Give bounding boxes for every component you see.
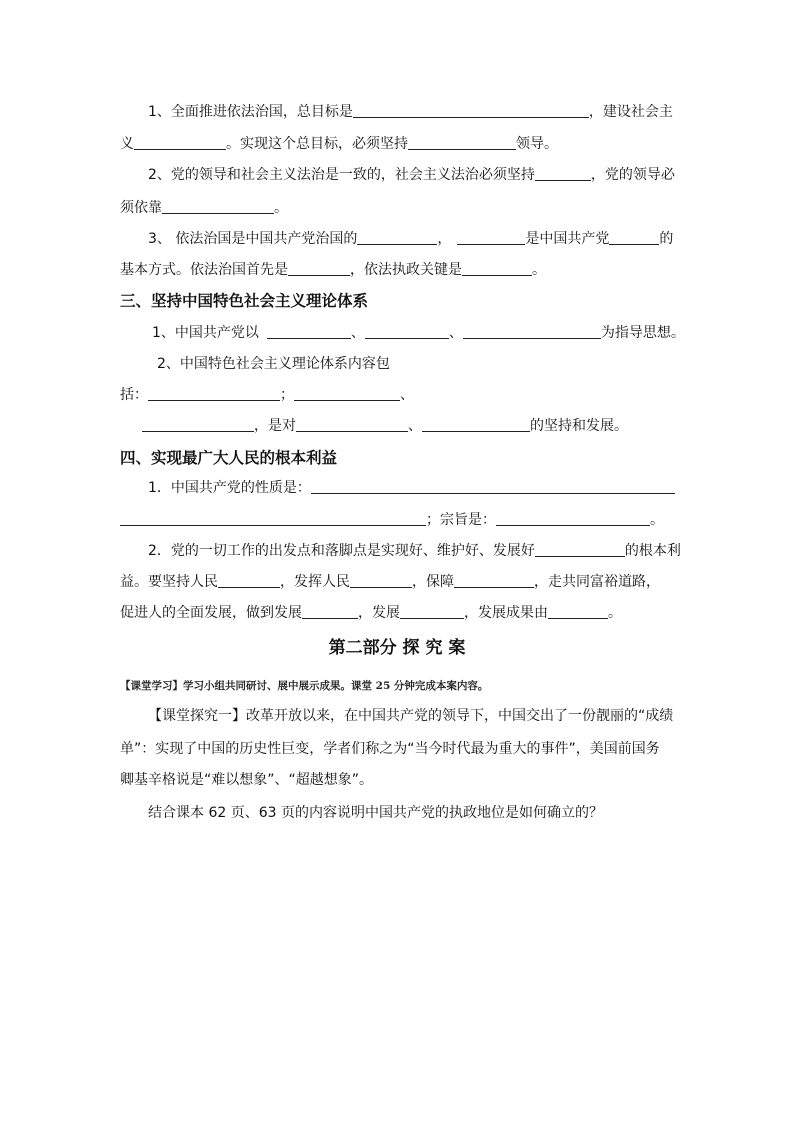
- blank-field[interactable]: [462, 261, 532, 276]
- item-3-text-a: 3、 依法治国是中国共产党治国的: [148, 231, 358, 247]
- item-2-text-d: 。: [274, 200, 288, 216]
- item-1-text-b: ，建设社会主: [588, 104, 673, 120]
- inquiry-line-2: 单”：实现了中国的历史性巨变，学者们称之为“当今时代最为重大的事件”，美国前国务: [120, 741, 660, 757]
- s4-item-1-text-a: 1．中国共产党的性质是：: [148, 480, 311, 496]
- item-3-text-d: 的: [659, 231, 674, 247]
- item-2-text-a: 2、党的领导和社会主义法治是一致的，社会主义法治必须坚持: [148, 167, 535, 183]
- s4-item-2-text-d: ，发挥人民: [280, 574, 350, 590]
- item-3-text-e: 基本方式。依法治国首先是: [120, 262, 288, 278]
- s3-item-1-text-b: 为指导思想。: [600, 325, 685, 341]
- classroom-study-note: 【课堂学习】学习小组共同研讨、展中展示成果。课堂 25 分钟完成本案内容。: [120, 680, 489, 692]
- s3-item-2-text-c: ，是对: [254, 418, 296, 434]
- s3-item-2-text-a: 2、中国特色社会主义理论体系内容包: [157, 356, 390, 372]
- blank-field[interactable]: [463, 324, 601, 339]
- s4-item-2-text-h: ，发展: [358, 605, 400, 621]
- inquiry-line-1: 【课堂探究一】改革开放以来，在中国共产党的领导下，中国交出了一份靓丽的“成绩: [148, 708, 674, 724]
- item-1-line-1: [148, 102, 673, 122]
- s4-item-2-text-a: 2．党的一切工作的出发点和落脚点是实现好、维护好、发展好: [148, 543, 535, 559]
- item-3-text-c: 是中国共产党: [525, 231, 610, 247]
- blank-field[interactable]: [134, 135, 226, 150]
- section-4-item-2-line-2: [120, 572, 660, 592]
- item-2-line-2: [120, 198, 288, 218]
- item-1-text-c: 义: [120, 136, 134, 152]
- blank-field[interactable]: [422, 417, 530, 432]
- blank-field[interactable]: [267, 324, 351, 339]
- blank-field[interactable]: [609, 230, 659, 245]
- item-3-text-b: ，: [437, 231, 452, 247]
- section-3-item-2-line-1: [157, 354, 390, 374]
- s3-item-2-sep-2: 、: [408, 418, 422, 434]
- inquiry-line-3: 卿基辛格说是“难以想象”、“超越想象”。: [120, 772, 374, 788]
- blank-field[interactable]: [353, 103, 589, 118]
- s3-item-2-semi: ；: [280, 387, 294, 403]
- s4-item-1-text-b: ；宗旨是：: [426, 512, 496, 528]
- section-4-item-2-line-3: [120, 603, 622, 623]
- blank-field[interactable]: [162, 199, 274, 214]
- s4-item-1-text-c: 。: [650, 512, 664, 528]
- blank-field[interactable]: [496, 511, 650, 526]
- blank-field[interactable]: [350, 573, 412, 588]
- blank-field[interactable]: [311, 479, 675, 494]
- blank-field[interactable]: [120, 511, 426, 526]
- s3-item-2-sep-1: 、: [400, 387, 414, 403]
- blank-field[interactable]: [408, 135, 516, 150]
- section-4-heading: 四、实现最广大人民的根本利益: [120, 449, 338, 467]
- s3-item-2-text-b: 括：: [120, 387, 148, 403]
- item-2-line-1: [148, 165, 675, 185]
- item-1-line-2: [120, 134, 558, 154]
- section-3-item-2-line-3: [142, 416, 628, 436]
- item-3-text-g: 。: [532, 262, 546, 278]
- s4-item-2-text-e: ，保障: [412, 574, 454, 590]
- blank-field[interactable]: [535, 166, 591, 181]
- blank-field[interactable]: [357, 230, 437, 245]
- item-2-text-c: 须依靠: [120, 200, 162, 216]
- inquiry-question: 结合课本 62 页、63 页的内容说明中国共产党的执政地位是如何确立的？: [148, 805, 603, 821]
- s3-item-1-text-a: 1、中国共产党以: [152, 325, 259, 341]
- blank-field[interactable]: [365, 324, 449, 339]
- s3-item-1-sep-1: 、: [350, 325, 365, 341]
- blank-field[interactable]: [148, 386, 280, 401]
- s4-item-2-text-b: 的根本利: [624, 543, 681, 559]
- item-3-line-2: [120, 260, 546, 280]
- blank-field[interactable]: [548, 604, 608, 619]
- item-1-text-a: 1、全面推进依法治国，总目标是: [148, 104, 353, 120]
- s4-item-2-text-i: ，发展成果由: [464, 605, 548, 621]
- blank-field[interactable]: [218, 573, 280, 588]
- s3-item-2-text-d: 的坚持和发展。: [530, 418, 628, 434]
- section-3-heading: 三、坚持中国特色社会主义理论体系: [120, 292, 369, 310]
- part-2-title: 第二部分 探 究 案: [328, 638, 466, 658]
- item-1-text-d: 。实现这个总目标，必须坚持: [226, 136, 408, 152]
- blank-field[interactable]: [296, 417, 408, 432]
- item-2-text-b: ，党的领导必: [590, 167, 675, 183]
- s3-item-1-sep-2: 、: [448, 325, 463, 341]
- section-3-item-1: [152, 323, 685, 343]
- blank-field[interactable]: [457, 230, 525, 245]
- s4-item-2-text-f: ，走共同富裕道路，: [534, 574, 660, 590]
- section-4-item-1-line-1: [148, 478, 675, 498]
- blank-field[interactable]: [142, 417, 254, 432]
- blank-field[interactable]: [454, 573, 534, 588]
- blank-field[interactable]: [294, 386, 400, 401]
- item-3-text-f: ，依法执政关键是: [350, 262, 462, 278]
- s4-item-2-text-j: 。: [608, 605, 622, 621]
- blank-field[interactable]: [400, 604, 464, 619]
- blank-field[interactable]: [535, 542, 625, 557]
- section-3-item-2-line-2: [120, 385, 414, 405]
- blank-field[interactable]: [302, 604, 358, 619]
- item-1-text-e: 领导。: [516, 136, 558, 152]
- section-4-item-1-line-2: [120, 510, 664, 530]
- s4-item-2-text-g: 促进人的全面发展，做到发展: [120, 605, 302, 621]
- blank-field[interactable]: [288, 261, 350, 276]
- item-3-line-1: [148, 229, 673, 249]
- s4-item-2-text-c: 益。要坚持人民: [120, 574, 218, 590]
- section-4-item-2-line-1: [148, 541, 681, 561]
